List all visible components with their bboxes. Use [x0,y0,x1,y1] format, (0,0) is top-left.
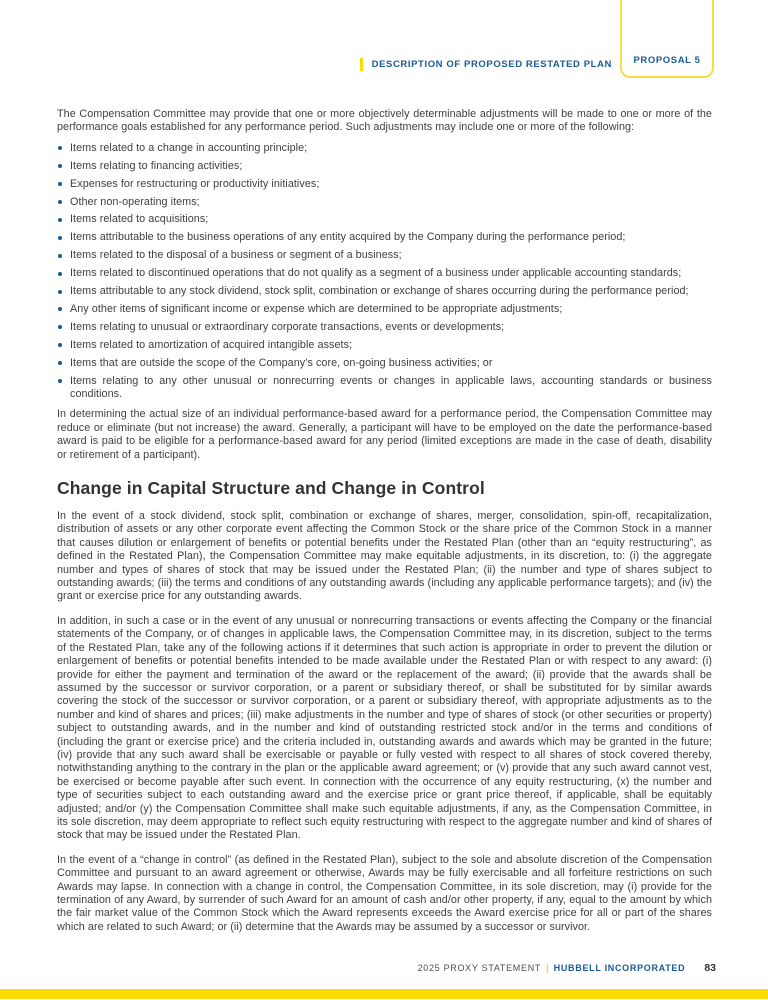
list-item: Items attributable to the business operations of any entity acquired by the Company during the performance period; [57,231,712,244]
running-header [360,58,612,71]
list-item: Items related to a change in accounting principle; [57,142,712,155]
proposal-tab-label: PROPOSAL 5 [633,55,701,66]
proposal-tab [620,0,714,78]
adjustments-list [57,142,712,402]
list-item: Items relating to any other unusual or nonrecurring events or changes in applicable laws, accounting standards or business conditions. [57,375,712,402]
list-item: Items relating to financing activities; [57,160,712,173]
list-item: Expenses for restructuring or productivity initiatives; [57,178,712,191]
bottom-accent-bar [0,989,768,999]
section-paragraph: In the event of a “change in control” (as defined in the Restated Plan), subject to the sole and absolute discretion of the Compensation Committee and pursuant to an award agreement or otherwise, Awards may be fully exercisable and all forfeiture restrictions on such Awards may lapse. In connection with a change in control, the Compensation Committee, in its sole discretion, may (i) provide for the termination of any Award, by surrender of such Award for an amount of cash and/or other property, if any, equal to the amount by which the fair market value of the Common Stock which the Award represents exceeds the Award exercise price for all or part of the shares which are related to such Award; or (ii) determine that the Awards may be assumed by a successor or survivor. [57,853,712,933]
section-heading: Change in Capital Structure and Change in Control [57,478,485,499]
intro-paragraph: The Compensation Committee may provide that one or more objectively determinable adjustments will be made to one or more of the performance goals established for any performance period. Such adjustments may include one or more of the following: [57,108,712,134]
list-item: Items related to acquisitions; [57,213,712,226]
footer-statement: 2025 PROXY STATEMENT [417,963,542,973]
list-item: Items that are outside the scope of the Company’s core, on-going business activities; or [57,357,712,370]
list-item: Items relating to unusual or extraordinary corporate transactions, events or developments; [57,321,712,334]
header-section-label: DESCRIPTION OF PROPOSED RESTATED PLAN [371,59,612,70]
closing-paragraph: In determining the actual size of an individual performance-based award for a performance period, the Compensation Committee may reduce or eliminate (but not increase) the award. Generally, a participant will have to be employed on the date the performance-based award is paid to be eligible for a performance-based award for any period (limited exceptions are made in the case of death, disability or retirement of a participant). [57,408,712,461]
list-item: Items related to discontinued operations that do not qualify as a segment of a business under applicable accounting standards; [57,267,712,280]
list-item: Items attributable to any stock dividend, stock split, combination or exchange of shares occurring during the performance period; [57,285,712,298]
footer-separator: | [546,963,549,973]
list-item: Items related to the disposal of a business or segment of a business; [57,249,712,262]
list-item: Any other items of significant income or expense which are determined to be appropriate adjustments; [57,303,712,316]
section-paragraph: In the event of a stock dividend, stock split, combination or exchange of shares, merger, consolidation, spin-off, recapitalization, distribution of assets or any other corporate event affecting the Common Stock or the share price of the Common Stock in a manner that causes dilution or enlargement of benefits or potential benefits under the Restated Plan (other than an “equity restructuring”, as defined in the Restated Plan), the Compensation Committee may make equitable adjustments, in its discretion, to: (i) the aggregate number and types of shares of stock that may be issued under the Restated Plan; (ii) the number and type of shares subject to outstanding awards; (iii) the terms and conditions of any outstanding awards (including any applicable performance targets); and (iv) the grant or exercise price for any outstanding awards. [57,510,713,603]
section-paragraph: In addition, in such a case or in the event of any unusual or nonrecurring transactions or events affecting the Company or the financial statements of the Company, or of changes in applicable laws, the Compensation Committee may, in its discretion, subject to the terms of the Restated Plan, take any of the following actions if it determines that such action is appropriate in order to prevent the dilution or enlargement of benefits or potential benefits intended to be made available under the Restated Plan or with respect to any award: (i) provide for either the payment and termination of the award or the replacement of the award; (ii) provide that the awards shall be assumed by the successor or survivor corporation, or a parent or subsidiary thereof, or shall be substituted for by similar awards covering the stock of the successor or survivor corporation, or a parent or subsidiary thereof, with appropriate adjustments as to the number and kind of shares and prices; (iii) make adjustments in the number and type of shares of stock (or other securities or property) subject to outstanding awards, and in the number and kind of outstanding restricted stock and/or in the terms and conditions of (including the grant or exercise price) and the criteria included in, outstanding awards and awards which may be granted in the future; (iv) provide that any such award shall be exercisable or payable or fully vested with respect to all shares of stock covered thereby, notwithstanding anything to the contrary in the plan or the applicable award agreement; or (v) provide that any such award cannot vest, be exercised or become payable after such event. In connection with the occurrence of any equity restructuring, (x) the number and type of securities subject to each outstanding award and the exercise price or grant price thereof, if applicable, shall be equitably adjusted; and/or (y) the Compensation Committee shall make such equitable adjustments, if any, as the Compensation Committee, in its sole discretion, may deem appropriate to reflect such equity restructuring with respect to the aggregate number and kind of shares of stock that may be issued under the Restated Plan. [57,614,712,842]
page-number: 83 [704,962,716,974]
list-item: Other non-operating items; [57,196,712,209]
page-content [57,108,712,945]
page-footer [418,962,716,974]
footer-company: HUBBELL INCORPORATED [553,963,686,973]
header-accent-bar [360,58,363,71]
list-item: Items related to amortization of acquired intangible assets; [57,339,712,352]
